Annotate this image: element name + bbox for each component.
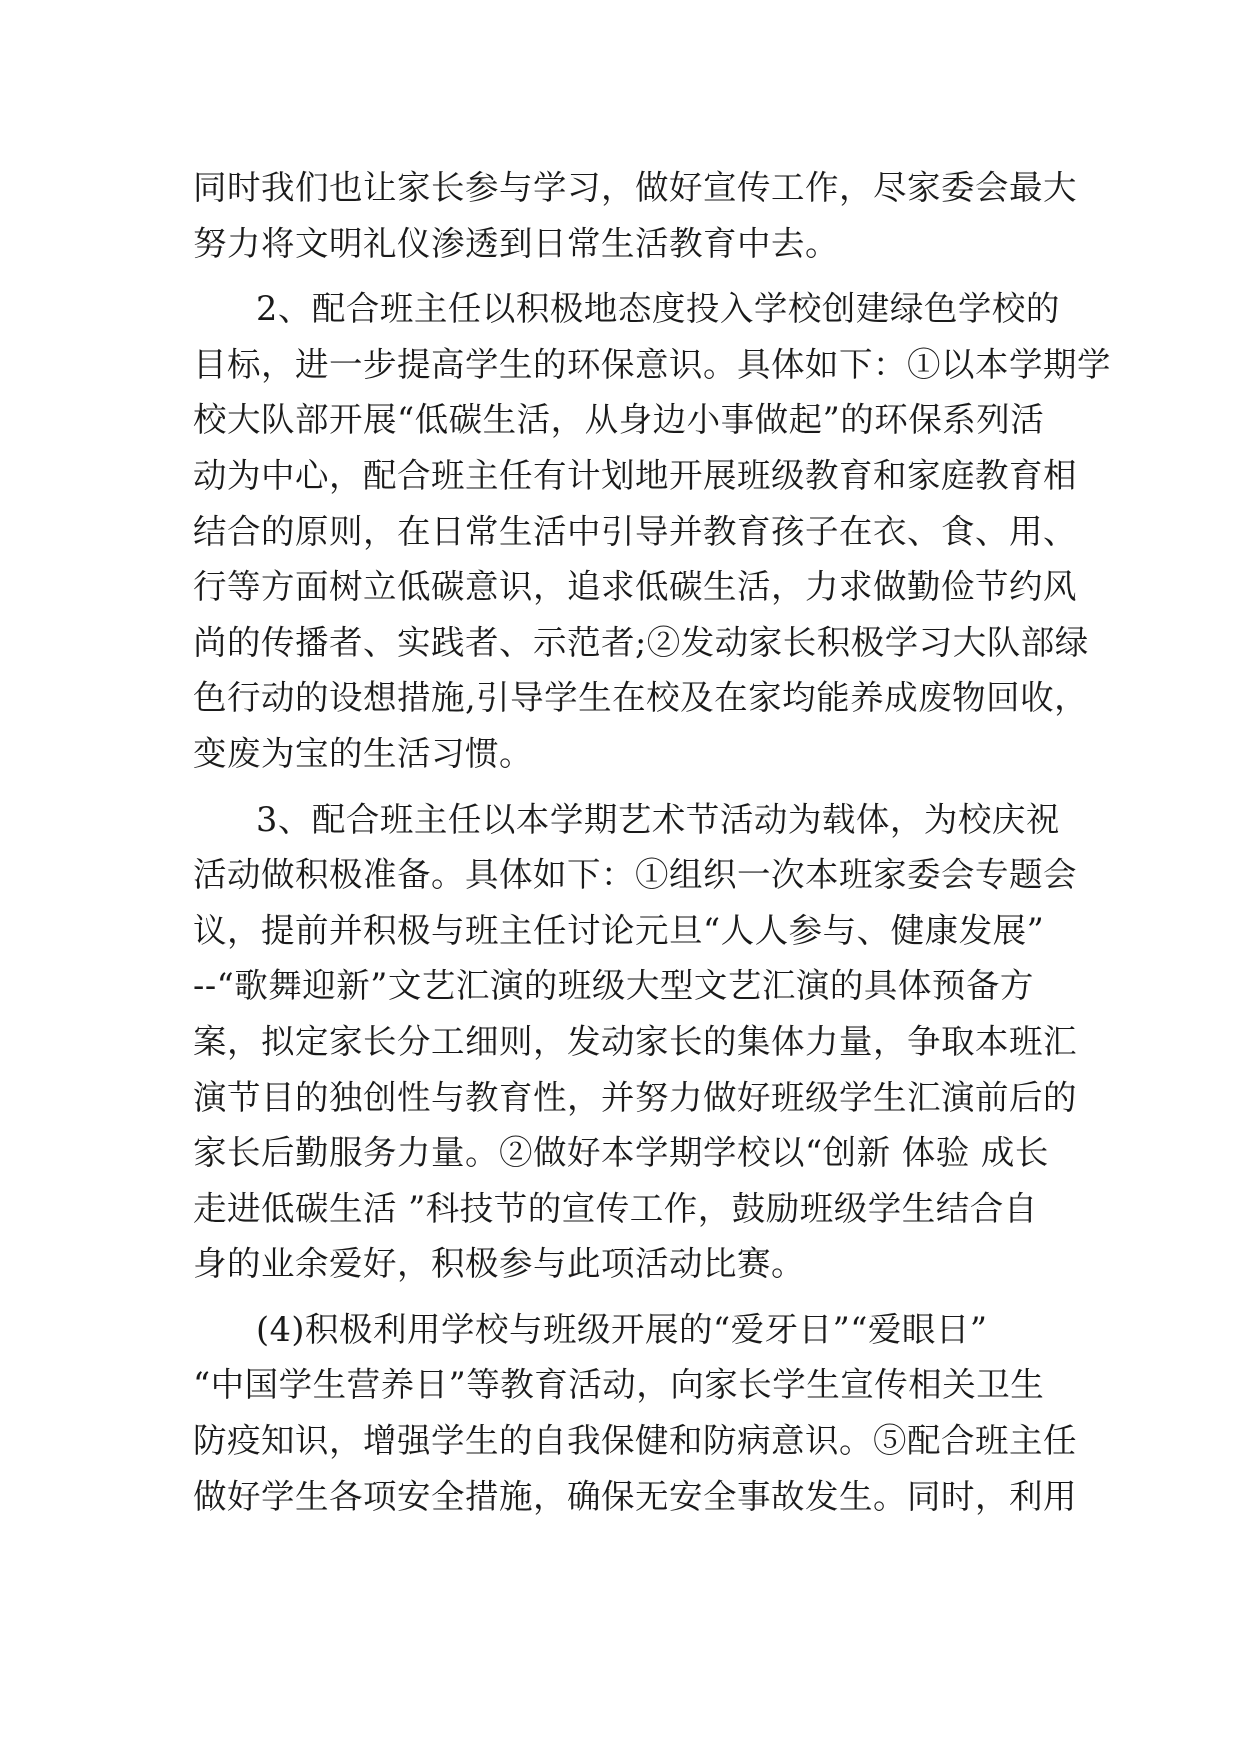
paragraph-start-line: 3、配合班主任以本学期艺术节活动为载体，为校庆祝: [256, 799, 1060, 839]
text-line: 身的业余爱好，积极参与此项活动比赛。: [193, 1244, 805, 1284]
text-line: 尚的传播者、实践者、示范者;②发动家长积极学习大队部绿: [193, 622, 1089, 662]
text-line: 议，提前并积极与班主任讨论元旦“人人参与、健康发展”: [193, 910, 1045, 950]
text-line: 目标，进一步提高学生的环保意识。具体如下：①以本学期学: [193, 344, 1111, 384]
text-line: 防疫知识，增强学生的自我保健和防病意识。⑤配合班主任: [193, 1421, 1077, 1461]
text-line: 走进低碳生活 ”科技节的宣传工作，鼓励班级学生结合自: [193, 1188, 1038, 1228]
text-line: 演节目的独创性与教育性，并努力做好班级学生汇演前后的: [193, 1077, 1077, 1117]
text-line: 同时我们也让家长参与学习，做好宣传工作，尽家委会最大: [193, 168, 1077, 207]
body-text: [193, 160, 1111, 1524]
text-line: 活动做积极准备。具体如下：①组织一次本班家委会专题会: [193, 855, 1077, 895]
text-line: 色行动的设想措施,引导学生在校及在家均能养成废物回收，: [193, 678, 1089, 718]
paragraph-start-line: 2、配合班主任以积极地态度投入学校创建绿色学校的: [256, 289, 1060, 329]
text-line: 校大队部开展“低碳生活，从身边小事做起”的环保系列活: [193, 400, 1045, 440]
text-line: --“歌舞迎新”文艺汇演的班级大型文艺汇演的具体预备方: [193, 966, 1034, 1006]
paragraph-start-line: (4)积极利用学校与班级开展的“爱牙日”“爱眼日”: [256, 1309, 988, 1349]
text-line: 做好学生各项安全措施，确保无安全事故发生。同时，利用: [193, 1476, 1077, 1516]
text-line: 努力将文明礼仪渗透到日常生活教育中去。: [193, 223, 839, 263]
text-line: 家长后勤服务力量。②做好本学期学校以“创新 体验 成长: [193, 1133, 1049, 1173]
text-line: “中国学生营养日”等教育活动，向家长学生宣传相关卫生: [193, 1365, 1045, 1405]
text-line: 结合的原则，在日常生活中引导并教育孩子在衣、食、用、: [193, 511, 1077, 551]
text-line: 行等方面树立低碳意识，追求低碳生活，力求做勤俭节约风: [193, 567, 1077, 607]
text-line: 动为中心，配合班主任有计划地开展班级教育和家庭教育相: [193, 455, 1077, 495]
text-line: 案，拟定家长分工细则，发动家长的集体力量，争取本班汇: [193, 1021, 1077, 1061]
text-line: 变废为宝的生活习惯。: [193, 733, 533, 773]
